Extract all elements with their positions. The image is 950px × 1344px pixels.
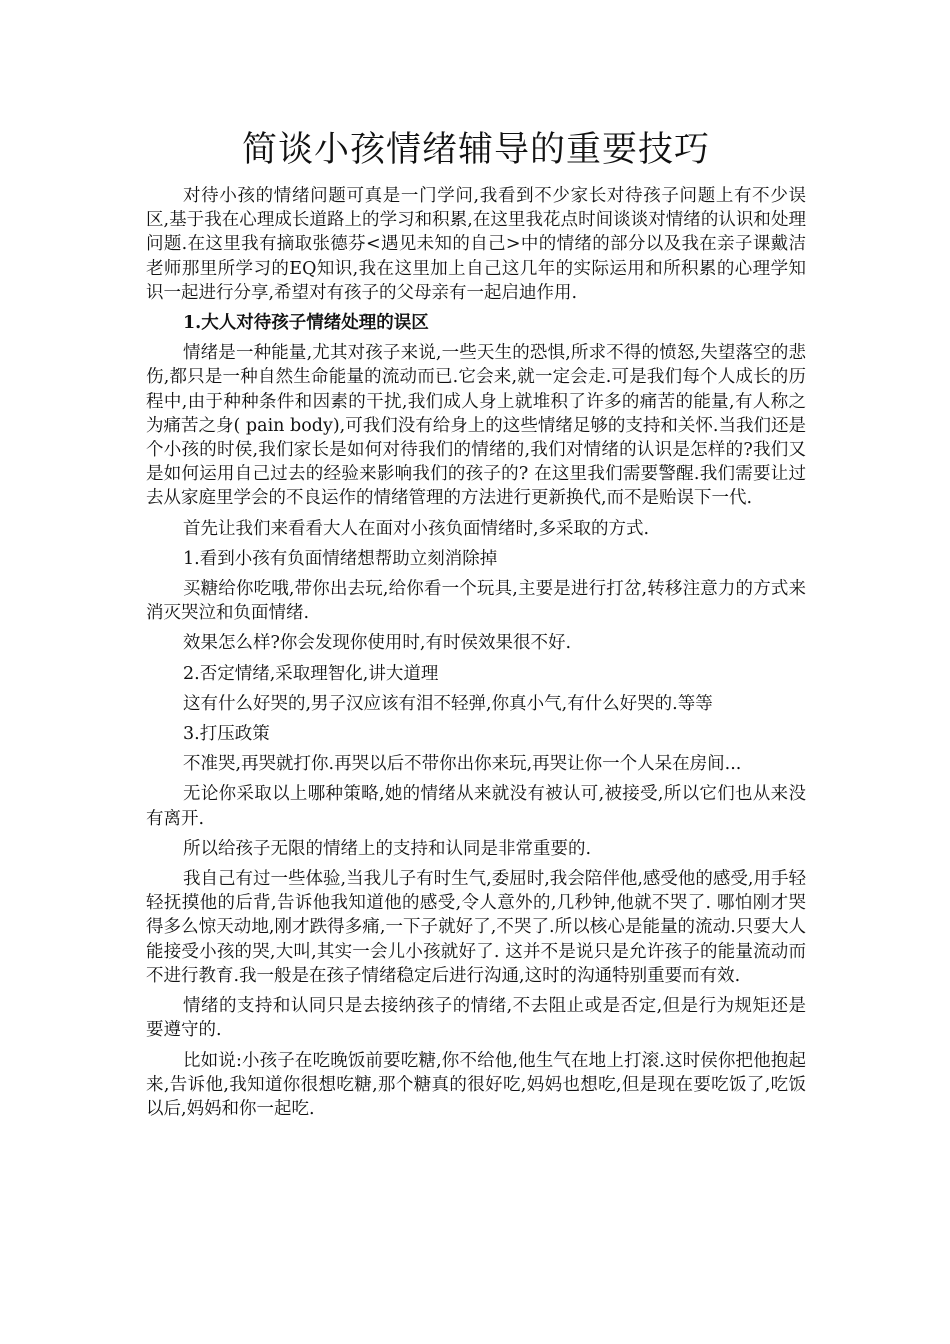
body-paragraph: 效果怎么样?你会发现你使用时,有时侯效果很不好. <box>183 633 572 654</box>
body-paragraph: 不准哭,再哭就打你.再哭以后不带你出你来玩,再哭让你一个人呆在房间... <box>183 754 742 775</box>
body-paragraph: 无论你采取以上哪种策略,她的情绪从来就没有被认可,被接受,所以它们也从来没有离开. <box>146 784 806 829</box>
body-paragraph: 情绪的支持和认同只是去接纳孩子的情绪,不去阻止或是否定,但是行为规矩还是要遵守的. <box>146 996 806 1041</box>
list-item-heading: 2.否定情绪,采取理智化,讲大道理 <box>183 663 439 684</box>
body-paragraph: 情绪是一种能量,尤其对孩子来说,一些天生的恐惧,所求不得的愤怒,失望落空的悲伤,都只是一种自然生命能量的流动而已.它会来,就一定会走.可是我们每个人成长的历程中,由于种种条件和因素的干扰,我们成人身上就堆积了许多的痛苦的能量,有人称之为痛苦之身( pain body),可我们没有给身上的这些情绪足够的支持和关怀.当我们还是个小孩的时侯,我们家长是如何对待我们的情绪的,我们对情绪的认识是怎样的?我们又是如何运用自己过去的经验来影响我们的孩子的? 在这里我们需要警醒.我们需要让过去从家庭里学会的不良运作的情绪管理的方法进行更新换代,而不是贻误下一代. <box>146 343 806 509</box>
body-paragraph: 首先让我们来看看大人在面对小孩负面情绪时,多采取的方式. <box>183 518 650 539</box>
body-paragraph: 所以给孩子无限的情绪上的支持和认同是非常重要的. <box>183 838 592 859</box>
body-paragraph: 我自己有过一些体验,当我儿子有时生气,委屈时,我会陪伴他,感受他的感受,用手轻轻抚摸他的后背,告诉他我知道他的感受,令人意外的,几秒钟,他就不哭了. 哪怕刚才哭得多么惊天动地,刚才跌得多痛,一下子就好了,不哭了.所以核心是能量的流动.只要大人能接受小孩的哭,大叫,其实一会儿小孩就好了. 这并不是说只是允许孩子的能量流动而不进行教育.我一般是在孩子情绪稳定后进行沟通,这时的沟通特别重要而有效. <box>146 869 806 986</box>
list-item-heading: 3.打压政策 <box>183 724 270 745</box>
body-paragraph: 买糖给你吃哦,带你出去玩,给你看一个玩具,主要是进行打岔,转移注意力的方式来消灭哭泣和负面情绪. <box>146 579 806 624</box>
body-paragraph: 比如说:小孩子在吃晚饭前要吃糖,你不给他,他生气在地上打滚.这时侯你把他抱起来,告诉他,我知道你很想吃糖,那个糖真的很好吃,妈妈也想吃,但是现在要吃饭了,吃饭以后,妈妈和你一起吃. <box>146 1050 806 1119</box>
document-page <box>146 124 806 1127</box>
body-paragraph: 这有什么好哭的,男子汉应该有泪不轻弹,你真小气,有什么好哭的.等等 <box>183 693 713 714</box>
intro-paragraph: 对待小孩的情绪问题可真是一门学问,我看到不少家长对待孩子问题上有不少误区,基于我在心理成长道路上的学习和积累,在这里我花点时间谈谈对情绪的认识和处理问题.在这里我有摘取张德芬<遇见未知的自己>中的情绪的部分以及我在亲子课戴洁老师那里所学习的EQ知识,我在这里加上自己这几年的实际运用和所积累的心理学知识一起进行分享,希望对有孩子的父母亲有一起启迪作用. <box>146 186 806 303</box>
section-heading: 1.大人对待孩子情绪处理的误区 <box>183 313 429 334</box>
list-item-heading: 1.看到小孩有负面情绪想帮助立刻消除掉 <box>183 548 498 569</box>
document-title: 简谈小孩情绪辅导的重要技巧 <box>241 130 710 170</box>
